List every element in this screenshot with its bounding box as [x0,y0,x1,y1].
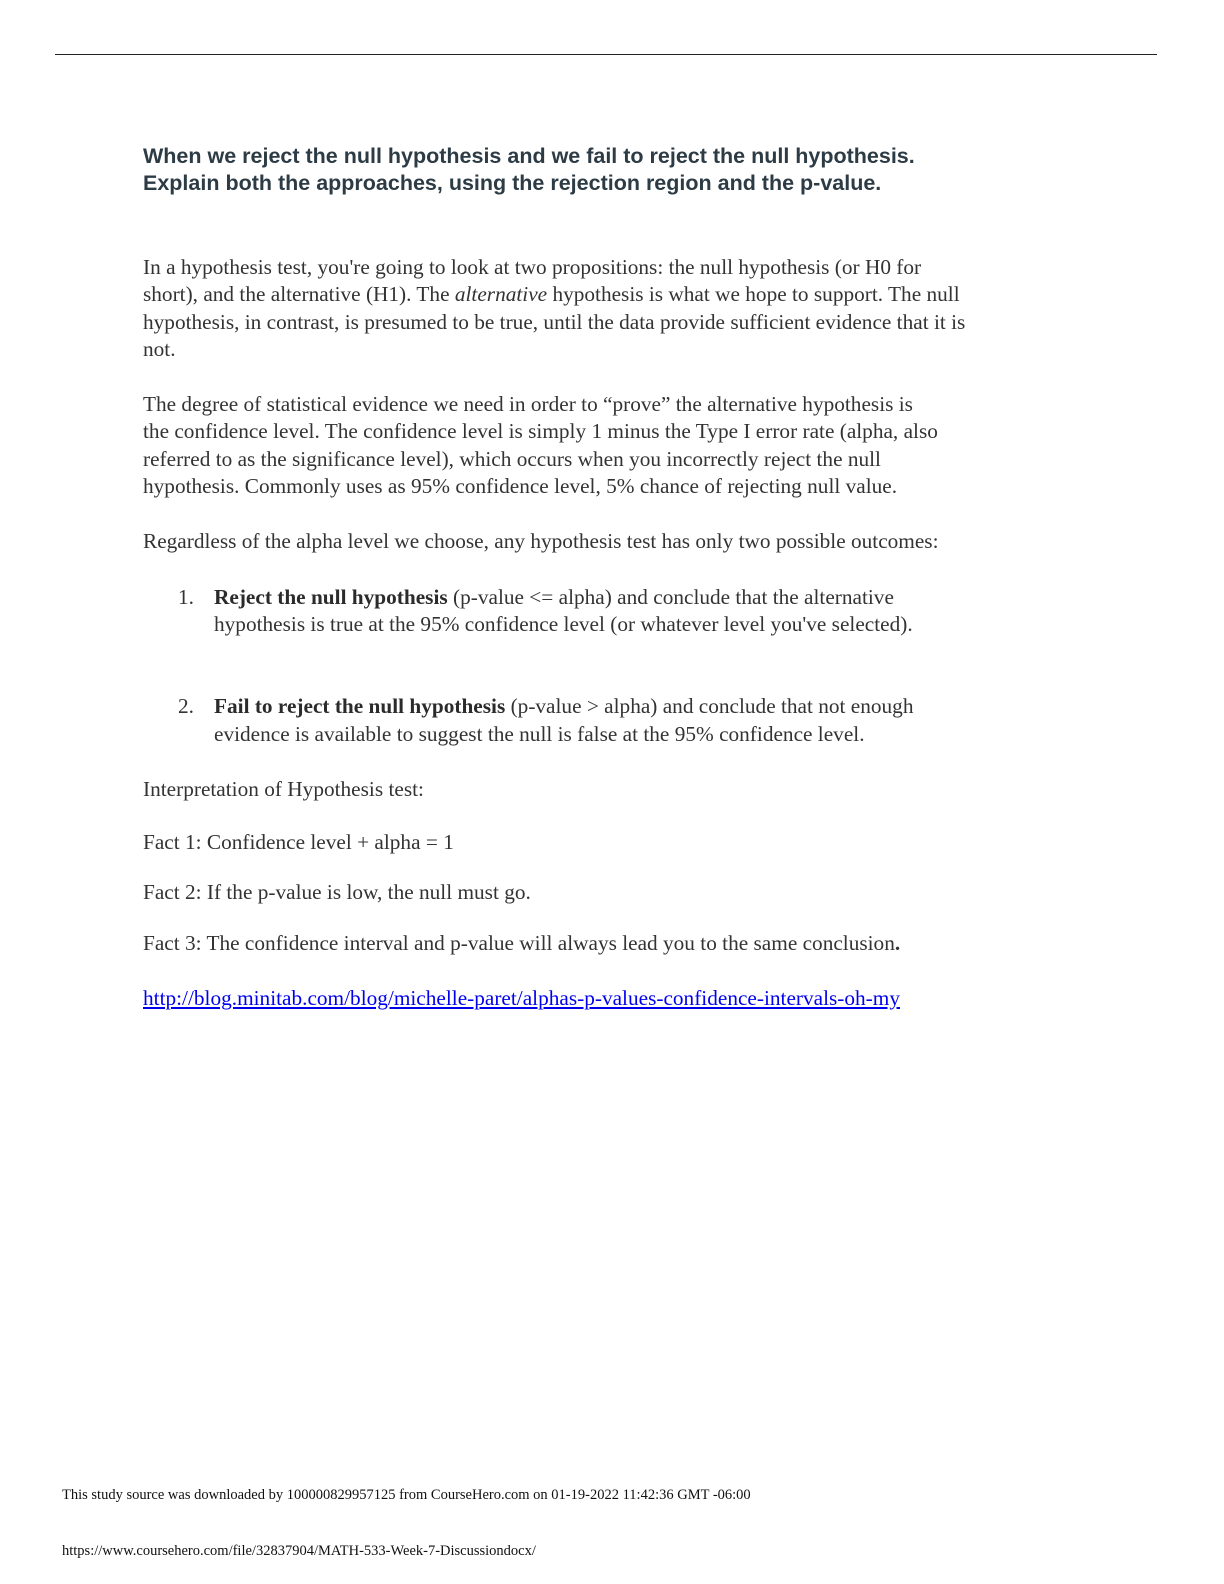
download-notice: This study source was downloaded by 100000829957125 from CourseHero.com on 01-19-2022 11:42:36 GMT -06:00 [62,1487,751,1503]
heading-line-1: When we reject the null hypothesis and we fail to reject the null hypothesis. [143,144,915,168]
fact-3 [143,930,1073,957]
outcome-number: 2. [178,694,194,719]
outcome-title: Reject the null hypothesis [214,584,448,609]
intro-line-4: not. [143,336,176,361]
interpretation-heading: Interpretation of Hypothesis test: [143,776,424,801]
confidence-line-1: The degree of statistical evidence we need in order to “prove” the alternative hypothesis is [143,392,913,417]
outcome-line-1 [214,584,1073,611]
confidence-paragraph [143,391,1073,500]
source-url: https://www.coursehero.com/file/32837904/MATH-533-Week-7-Discussiondocx/ [62,1543,536,1559]
reference-link[interactable]: http://blog.minitab.com/blog/michelle-paret/alphas-p-values-confidence-intervals-oh-my [143,986,900,1011]
document-heading [143,143,1073,197]
outcome-number: 1. [178,584,194,609]
outcome-line-1-rest: (p-value <= alpha) and conclude that the alternative [447,584,894,609]
outcomes-list [143,584,1073,748]
confidence-line-4: hypothesis. Commonly uses as 95% confidence level, 5% chance of rejecting null value. [143,474,898,499]
outcomes-intro: Regardless of the alpha level we choose, any hypothesis test has only two possible outcomes: [143,529,939,554]
outcome-line-1 [214,693,1073,720]
outcome-reject [143,584,1073,639]
document-body [143,143,1073,1012]
confidence-line-3: referred to as the significance level), which occurs when you incorrectly reject the null [143,446,881,471]
outcome-line-2: hypothesis is true at the 95% confidence level (or whatever level you've selected). [214,611,913,636]
intro-paragraph [143,254,1073,363]
fact-3-period: . [894,930,901,955]
intro-line-2-start: short), and the alternative (H1). The [143,282,455,307]
outcome-title: Fail to reject the null hypothesis [214,694,506,719]
outcome-line-1-rest: (p-value > alpha) and conclude that not enough [505,694,914,719]
fact-2: Fact 2: If the p-value is low, the null must go. [143,880,531,905]
confidence-line-2: the confidence level. The confidence level is simply 1 minus the Type I error rate (alpha, also [143,419,938,444]
intro-line-2 [143,281,1073,308]
outcome-fail-to-reject [143,693,1073,748]
intro-line-2-end: hypothesis is what we hope to support. The null [547,282,960,307]
fact-1: Fact 1: Confidence level + alpha = 1 [143,830,454,855]
alternative-emphasis: alternative [454,282,548,307]
top-divider [55,54,1157,55]
heading-line-2: Explain both the approaches, using the rejection region and the p-value. [143,171,882,195]
fact-3-text: Fact 3: The confidence interval and p-value will always lead you to the same conclusion [143,930,895,955]
intro-line-1: In a hypothesis test, you're going to look at two propositions: the null hypothesis (or H0 for [143,255,922,279]
outcome-line-2: evidence is available to suggest the null is false at the 95% confidence level. [214,721,865,746]
intro-line-3: hypothesis, in contrast, is presumed to be true, until the data provide sufficient evidence that it is [143,309,966,334]
